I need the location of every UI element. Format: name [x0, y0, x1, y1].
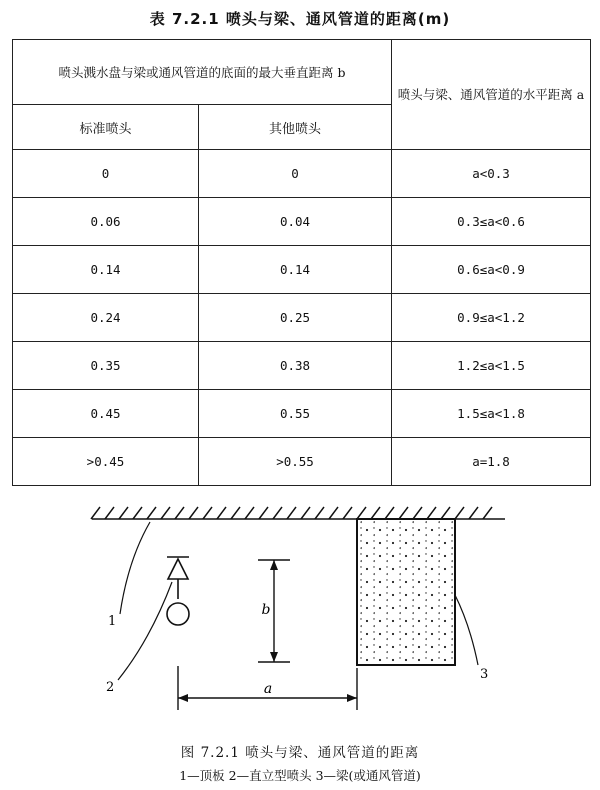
- table-row: [13, 342, 591, 390]
- hatch-mark: [357, 507, 366, 519]
- cell-horizontal: 0.6≤a<0.9: [392, 246, 591, 294]
- cell-other: 0.04: [199, 198, 392, 246]
- hatch-mark: [413, 507, 422, 519]
- hatch-mark: [399, 507, 408, 519]
- hatch-mark: [217, 507, 226, 519]
- cell-other: 0.14: [199, 246, 392, 294]
- cell-other: 0: [199, 150, 392, 198]
- header-horizontal-distance: 喷头与梁、通风管道的水平距离 a: [392, 40, 591, 150]
- cell-other: 0.55: [199, 390, 392, 438]
- cell-standard: >0.45: [13, 438, 199, 486]
- hatch-mark: [441, 507, 450, 519]
- cell-horizontal: 0.3≤a<0.6: [392, 198, 591, 246]
- beam: [357, 519, 455, 665]
- header-other-sprinkler: 其他喷头: [199, 105, 392, 150]
- hatch-mark: [161, 507, 170, 519]
- cell-horizontal: 1.2≤a<1.5: [392, 342, 591, 390]
- hatch-mark: [273, 507, 282, 519]
- cell-standard: 0: [13, 150, 199, 198]
- hatch-mark: [455, 507, 464, 519]
- table-row: [13, 390, 591, 438]
- cell-standard: 0.14: [13, 246, 199, 294]
- table-row: [13, 150, 591, 198]
- hatch-mark: [245, 507, 254, 519]
- hatch-mark: [231, 507, 240, 519]
- header-standard-sprinkler: 标准喷头: [13, 105, 199, 150]
- cell-other: >0.55: [199, 438, 392, 486]
- table-row: [13, 294, 591, 342]
- hatch-mark: [483, 507, 492, 519]
- header-vertical-distance: 喷头溅水盘与梁或通风管道的底面的最大垂直距离 b: [13, 40, 392, 105]
- cell-horizontal: a<0.3: [392, 150, 591, 198]
- cell-horizontal: a=1.8: [392, 438, 591, 486]
- dimension-b-label: b: [261, 602, 271, 618]
- label-3: 3: [480, 667, 489, 682]
- hatch-mark: [259, 507, 268, 519]
- label-2: 2: [106, 680, 115, 695]
- hatch-mark: [105, 507, 114, 519]
- table-title: 表 7.2.1 喷头与梁、通风管道的距离(m): [149, 10, 451, 28]
- hatch-mark: [315, 507, 324, 519]
- cell-standard: 0.45: [13, 390, 199, 438]
- distance-table: [12, 39, 591, 486]
- hatch-mark: [147, 507, 156, 519]
- cell-standard: 0.35: [13, 342, 199, 390]
- hatch-mark: [203, 507, 212, 519]
- cell-horizontal: 1.5≤a<1.8: [392, 390, 591, 438]
- hatch-mark: [189, 507, 198, 519]
- hatch-mark: [329, 507, 338, 519]
- hatch-mark: [343, 507, 352, 519]
- dimension-a-label: a: [263, 681, 273, 697]
- figure-caption: 图 7.2.1 喷头与梁、通风管道的距离: [180, 745, 420, 761]
- table-row: [13, 246, 591, 294]
- hatch-mark: [119, 507, 128, 519]
- table-row: [13, 198, 591, 246]
- cell-other: 0.25: [199, 294, 392, 342]
- leader-3: [455, 595, 478, 665]
- leader-1: [120, 522, 150, 614]
- hatch-mark: [133, 507, 142, 519]
- hatch-mark: [301, 507, 310, 519]
- hatch-mark: [91, 507, 100, 519]
- hatch-mark: [175, 507, 184, 519]
- sprinkler-icon: [167, 557, 189, 625]
- sprinkler-beam-diagram: [0, 500, 600, 735]
- figure-legend: 1—顶板 2—直立型喷头 3—梁(或通风管道): [179, 768, 421, 783]
- cell-standard: 0.06: [13, 198, 199, 246]
- table-row: [13, 438, 591, 486]
- ceiling-hatch: [91, 507, 505, 519]
- hatch-mark: [469, 507, 478, 519]
- hatch-mark: [371, 507, 380, 519]
- hatch-mark: [385, 507, 394, 519]
- hatch-mark: [287, 507, 296, 519]
- cell-standard: 0.24: [13, 294, 199, 342]
- cell-other: 0.38: [199, 342, 392, 390]
- leader-2: [118, 582, 172, 680]
- hatch-mark: [427, 507, 436, 519]
- label-1: 1: [108, 614, 117, 629]
- cell-horizontal: 0.9≤a<1.2: [392, 294, 591, 342]
